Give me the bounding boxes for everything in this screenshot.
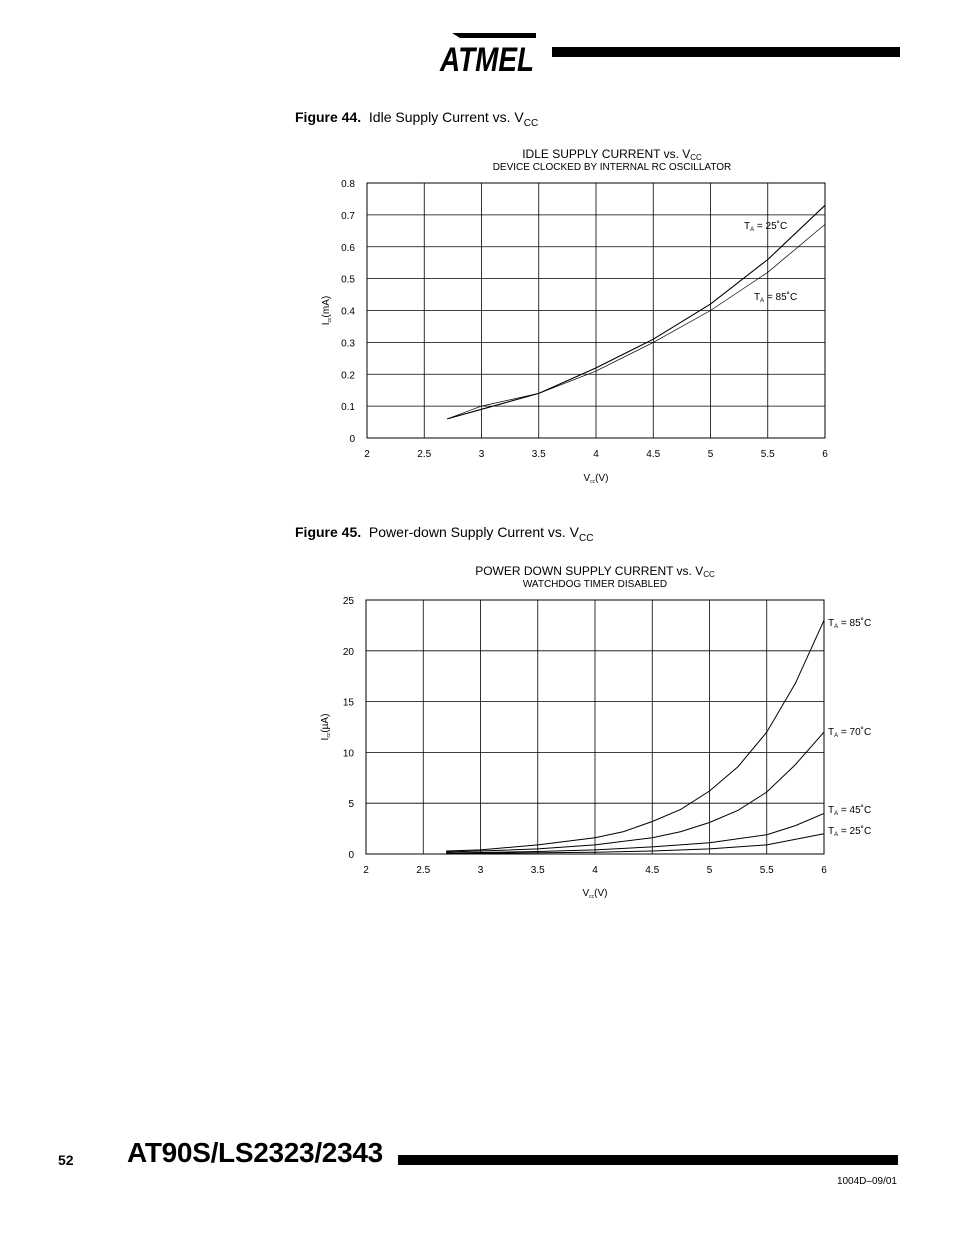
chart-45-xtick-label: 5	[706, 865, 713, 876]
chart-44-ytick-label: 0.8	[341, 179, 355, 190]
chart-44-ytick-label: 0.3	[341, 338, 355, 350]
chart-44-ytick-label: 0.1	[341, 402, 355, 414]
chart-45-series-label-1	[828, 726, 871, 739]
series-label-sub: A	[760, 298, 765, 304]
series-label-rest: = 25˚C	[838, 826, 872, 837]
chart-44-title-sub: CC	[690, 153, 702, 162]
series-label-rest: = 45˚C	[838, 805, 872, 816]
figure-44-sub: CC	[523, 117, 539, 129]
chart-44-subtitle: DEVICE CLOCKED BY INTERNAL RC OSCILLATOR	[492, 162, 732, 173]
series-label-main: T	[828, 727, 835, 738]
chart-45-ylabel-sub: cc	[326, 732, 332, 738]
series-label-sub: A	[834, 624, 839, 630]
chart-44-xtick-label: 4	[593, 449, 599, 460]
chart-45-xtick-label: 2	[363, 865, 369, 876]
series-label-main: T	[828, 618, 835, 629]
chart-45-title-main: POWER DOWN SUPPLY CURRENT vs. V	[475, 564, 704, 578]
chart-45-ytick-label: 5	[348, 799, 354, 811]
series-label-sub: A	[834, 733, 839, 739]
series-label-sub: A	[834, 832, 839, 838]
chart-44-xlabel-main: V	[583, 473, 591, 484]
series-label-main: T	[828, 805, 835, 816]
chart-45-xlabel	[582, 888, 607, 900]
chart-44-ytick-label: 0.4	[341, 306, 355, 318]
chart-45-series-line-2	[446, 813, 824, 853]
chart-45-ytick-label: 0	[348, 850, 354, 861]
chart-45-xtick-label: 3	[477, 865, 484, 876]
chart-44-xtick-label: 3	[478, 449, 485, 460]
series-label-rest: = 25˚C	[754, 221, 788, 232]
chart-45-xtick-label: 5.5	[759, 865, 774, 876]
chart-44-xtick-label: 2.5	[417, 449, 432, 460]
chart-44-title-main: IDLE SUPPLY CURRENT vs. V	[522, 147, 691, 161]
chart-45-group	[320, 564, 871, 900]
chart-44-ytick-label: 0	[349, 434, 355, 445]
chart-45-title-sub: CC	[703, 570, 715, 579]
chart-45-series-line-0	[446, 620, 824, 851]
chart-44-xtick-label: 5	[707, 449, 714, 460]
chart-44-xtick-label: 5.5	[760, 449, 775, 460]
chart-45-xtick-label: 4.5	[645, 865, 660, 876]
chart-45-xlabel-main: V	[582, 888, 590, 899]
chart-45-xlabel-sub: cc	[589, 894, 595, 900]
chart-44-ylabel-main: I	[321, 322, 332, 326]
series-label-main: T	[828, 826, 835, 837]
chart-45-ytick-label: 25	[342, 596, 354, 607]
series-label-sub: A	[750, 227, 755, 233]
chart-45-ylabel-main: I	[320, 737, 331, 741]
figure-45-sub: CC	[579, 532, 594, 544]
chart-45-xtick-label: 6	[821, 865, 827, 876]
series-label-sub: A	[834, 811, 839, 817]
chart-45-series-label-0	[828, 617, 871, 630]
chart-45-ytick-label: 10	[342, 748, 354, 760]
footer-rule	[398, 1155, 898, 1165]
chart-45-subtitle: WATCHDOG TIMER DISABLED	[522, 579, 668, 590]
figure-45-label: Figure 45.	[295, 524, 362, 540]
chart-44-xlabel-rest: (V)	[595, 473, 609, 484]
chart-44-ylabel-sub: cc	[327, 317, 333, 323]
chart-44-ytick-label: 0.5	[341, 274, 355, 286]
document-code: 1004D–09/01	[836, 1176, 897, 1187]
series-label-rest: = 85˚C	[838, 618, 872, 629]
chart-44-ylabel-rest: (mA)	[321, 295, 332, 318]
figure-45-text: Power-down Supply Current vs. V	[368, 524, 580, 540]
chart-45-series-label-3	[828, 825, 871, 838]
chart-45-xtick-label: 3.5	[530, 865, 545, 876]
series-label-rest: = 70˚C	[838, 727, 872, 738]
document-title: AT90S/LS2323/2343	[127, 1137, 383, 1168]
chart-45-series-label-2	[828, 804, 871, 817]
chart-44-xtick-label: 2	[364, 449, 370, 460]
chart-44-xtick-label: 4.5	[646, 449, 661, 460]
chart-44-ytick-label: 0.7	[341, 210, 355, 222]
chart-45-xtick-label: 4	[592, 865, 598, 876]
series-label-rest: = 85˚C	[764, 292, 798, 303]
chart-45-ytick-label: 15	[342, 697, 354, 709]
series-label-main: T	[744, 221, 751, 232]
chart-45-xtick-label: 2.5	[416, 865, 431, 876]
figure-44-label: Figure 44.	[295, 109, 362, 125]
series-label-main: T	[754, 292, 761, 303]
chart-44-xlabel-sub: cc	[590, 479, 596, 485]
figure-44-text: Idle Supply Current vs. V	[368, 109, 524, 125]
chart-44-xtick-label: 3.5	[531, 449, 546, 460]
chart-45-ytick-label: 20	[342, 646, 354, 658]
chart-44-ytick-label: 0.2	[341, 370, 355, 382]
chart-45-xlabel-rest: (V)	[594, 888, 608, 899]
chart-45-ylabel-rest: (µA)	[320, 713, 331, 733]
chart-45-ylabel	[320, 714, 332, 741]
chart-44-ytick-label: 0.6	[341, 242, 355, 254]
chart-45-title	[475, 564, 715, 579]
page-number: 52	[58, 1152, 74, 1168]
chart-44-xtick-label: 6	[822, 449, 828, 460]
logo-text: ATMEL	[439, 41, 534, 79]
